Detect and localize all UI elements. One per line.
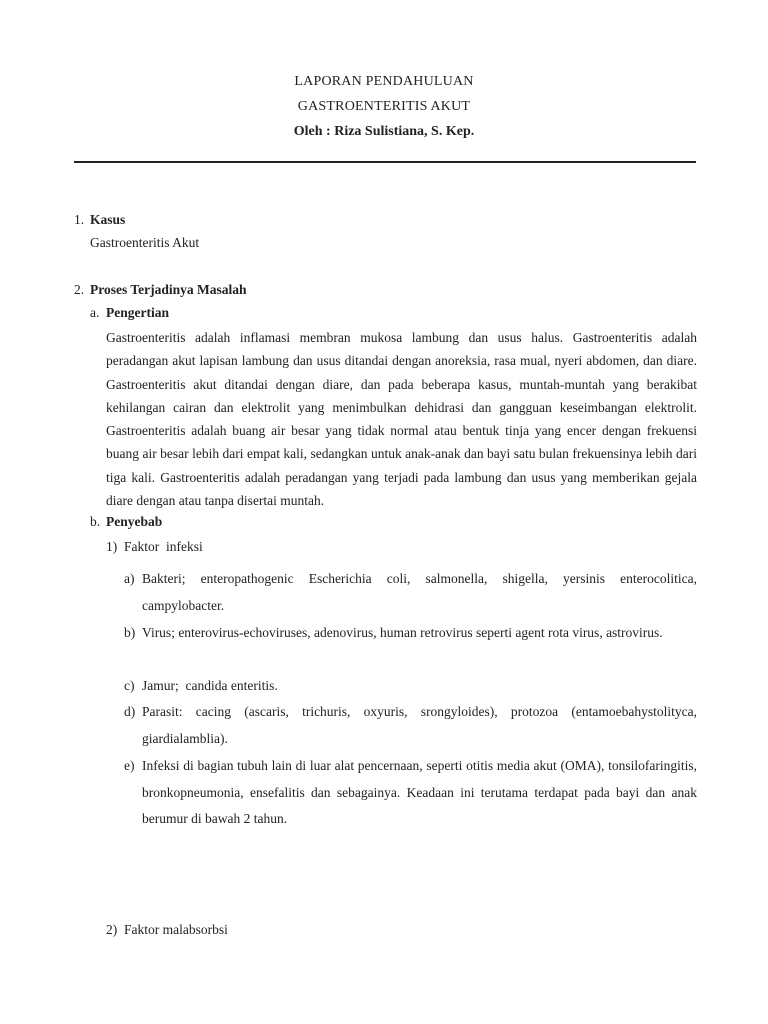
- section1-number: 1.: [74, 212, 85, 227]
- definition-paragraph: Gastroenteritis adalah inflamasi membran mukosa lambung dan usus halus. Gastroenteritis adalah peradangan akut lapisan lambung dan usus ditandai dengan anoreksia, rasa mual, nyeri abdomen, dan diare. Gastroenteritis akut ditandai dengan diare, dan pada beberapa kasus, muntah-muntah yang berakibat kehilangan cairan dan elektrolit yang menimbulkan dehidrasi dan gangguan keseimbangan elektrolit. Gastroenteritis adalah buang air besar yang tidak normal atau bentuk tinja yang encer dengan frekuensi buang air besar lebih dari empat kali, sedangkan untuk anak-anak dan bayi satu bulan frekuensinya lebih dari tiga kali. Gastroenteritis adalah peradangan yang terjadi pada lambung dan usus yang memberikan gejala diare dengan atau tanpa disertai muntah.: [106, 330, 697, 509]
- sub-a-heading: Pengertian: [106, 305, 169, 320]
- item-d-marker: d): [124, 704, 136, 719]
- item-c-marker: c): [124, 678, 135, 693]
- sub-a-marker: a.: [90, 305, 100, 320]
- item-b-text: Virus; enterovirus-echoviruses, adenovirus, human retrovirus seperti agent rota virus, astrovirus.: [142, 625, 663, 640]
- document-header: [0, 72, 768, 147]
- header-divider: [74, 161, 696, 163]
- section2-number: 2.: [74, 282, 85, 297]
- item-e-marker: e): [124, 758, 135, 773]
- factor1-label: Faktor infeksi: [124, 539, 203, 554]
- section1-heading: Kasus: [90, 212, 126, 227]
- sub-b-heading: Penyebab: [106, 514, 163, 529]
- title-line-2: GASTROENTERITIS AKUT: [297, 99, 471, 114]
- item-c-text: Jamur; candida enteritis.: [142, 678, 278, 693]
- author-line: Oleh : Riza Sulistiana, S. Kep.: [293, 124, 475, 139]
- title-line-1: LAPORAN PENDAHULUAN: [294, 74, 474, 89]
- sub-b-marker: b.: [90, 514, 101, 529]
- item-d-text: Parasit: cacing (ascaris, trichuris, oxyuris, srongyloides), protozoa (entamoebahystolityca, giardialamblia).: [142, 704, 697, 746]
- item-a-marker: a): [124, 571, 135, 586]
- factor1-marker: 1): [106, 539, 118, 554]
- factor2-marker: 2): [106, 922, 118, 937]
- item-a-text: Bakteri; enteropathogenic Escherichia coli, salmonella, shigella, yersinis enterocolitica, campylobacter.: [142, 571, 697, 613]
- item-e-text: Infeksi di bagian tubuh lain di luar alat pencernaan, seperti otitis media akut (OMA), tonsilofaringitis, bronkopneumonia, ensefalitis dan sebagainya. Keadaan ini terutama terdapat pada bayi dan anak berumur di bawah 2 tahun.: [142, 758, 697, 826]
- section2-heading: Proses Terjadinya Masalah: [90, 282, 247, 297]
- section1-body: Gastroenteritis Akut: [90, 235, 200, 250]
- item-b-marker: b): [124, 625, 136, 640]
- factor2-label: Faktor malabsorbsi: [124, 922, 228, 937]
